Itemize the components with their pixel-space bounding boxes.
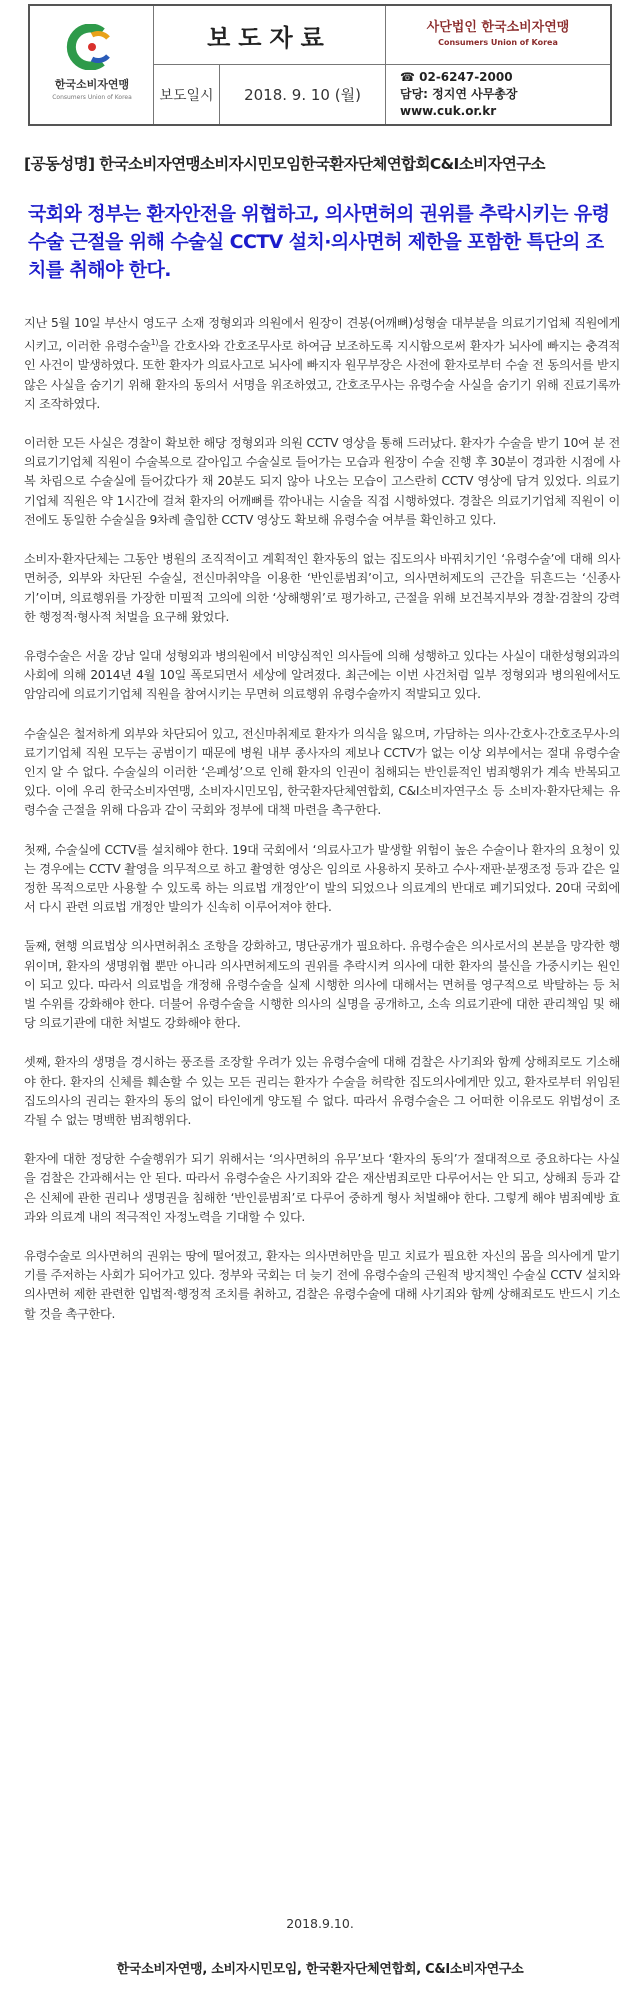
paragraph-text: 첫째, 수술실에 CCTV를 설치해야 한다. 19대 국회에서 ‘의료사고가 발생할 위험이 높은 수술이나 환자의 요청이 있는 경우에는 CCTV 촬영을 의무적으로 하고 촬영한 영상은 임의로 사용하지 못하고 수사·재판·분쟁조정 등과 같은 일정한 목적으로만 사용할 수 있도록 하는 의료법 개정안’이 발의 되었으나 의료계의 반대로 폐기되었다. 20대 국회에서 다시 관련 의료법 개정안 발의가 신속히 이루어져야 한다. bbox=[24, 842, 620, 915]
logo-c-icon bbox=[62, 24, 122, 70]
article-paragraph bbox=[24, 647, 620, 705]
headline: 국회와 정부는 환자안전을 위협하고, 의사면허의 권위를 추락시키는 유령수술 근절을 위해 수술실 CCTV 설치·의사면허 제한을 포함한 특단의 조치를 취해야 한다. bbox=[28, 203, 610, 281]
paragraph-text: 유령수술은 서울 강남 일대 성형외과 병의원에서 비양심적인 의사들에 의해 성행하고 있다는 사실이 대한성형외과의사회에 의해 2014년 4월 10일 폭로되면서 세상에 알려졌다. 최근에는 이번 사건처럼 일부 정형외과 병의원에서도 암암리에 의료기기업체 직원을 참여시키는 무면허 의료행위 유령수술까지 적발되고 있다. bbox=[24, 648, 620, 702]
paragraph-text: 지난 5월 10일 부산시 영도구 소재 정형외과 의원에서 원장이 견봉(어깨뼈)성형술 대부분을 의료기기업체 직원에게 시키고, 이러한 유령수술 bbox=[24, 316, 620, 354]
article-paragraph bbox=[24, 1150, 620, 1227]
article-paragraph bbox=[24, 841, 620, 918]
phone-number: ☎ 02-6247-2000 bbox=[400, 70, 513, 84]
document-title: 보도자료 bbox=[154, 6, 386, 65]
logo-text-en: Consumers Union of Korea bbox=[52, 94, 132, 101]
organization-name-en: Consumers Union of Korea bbox=[438, 38, 558, 47]
contact-person: 담당: 정지연 사무총장 bbox=[400, 87, 518, 101]
article-paragraph bbox=[24, 937, 620, 1033]
paragraph-text: 을 간호사와 간호조무사로 하여금 보조하도록 지시함으로써 환자가 뇌사에 빠지는 충격적인 사건이 발생하였다. 또한 환자가 의료사고로 뇌사에 빠지자 원무부장은 사전에 환자로부터 수술 전 동의서를 받지 않은 사실을 숨기기 위해 환자의 동의서 서명을 위조하였고, 간호조무사는 유령수술 사실을 숨기기 위해 진료기록까지 조작하였다. bbox=[24, 339, 620, 411]
release-date-value: 2018. 9. 10 (월) bbox=[220, 65, 386, 124]
paragraph-text: 환자에 대한 정당한 수술행위가 되기 위해서는 ‘의사면허의 유무’보다 ‘환자의 동의’가 절대적으로 중요하다는 사실을 검찰은 간과해서는 안 된다. 따라서 유령수술은 사기죄와 같은 재산범죄로만 다루어서는 안 되고, 상해죄 등과 같은 신체에 관한 권리나 생명권을 침해한 ‘반인륜범죄’로 다루어 중하게 형사 처벌해야 한다. 그렇게 해야 범죄예방 효과와 의료계 내의 적극적인 자정노력을 기대할 수 있다. bbox=[24, 1152, 620, 1224]
joint-statement-title: [공동성명] 한국소비자연맹소비자시민모임한국환자단체연합회C&I소비자연구소 bbox=[24, 155, 545, 173]
organization-logo bbox=[30, 6, 154, 124]
logo-cell bbox=[30, 6, 154, 124]
organization-name: 사단법인 한국소비자연맹 bbox=[426, 20, 570, 35]
article-paragraph bbox=[24, 1053, 620, 1130]
article-paragraph bbox=[24, 434, 620, 530]
paragraph-text: 셋째, 환자의 생명을 경시하는 풍조를 조장할 우려가 있는 유령수술에 대해 검찰은 사기죄와 함께 상해죄로도 기소해야 한다. 환자의 신체를 훼손할 수 있는 모든 권리는 환자가 수술을 허락한 집도의사에게만 있고, 환자로부터 위임된 집도의사의 권리는 환자의 동의 없이 타인에게 양도될 수 없다. 따라서 유령수술은 그 어떠한 이유로도 위법성이 조각될 수 없는 명백한 범죄행위다. bbox=[24, 1055, 620, 1127]
article-body bbox=[24, 314, 620, 1344]
signatory-organizations: 한국소비자연맹, 소비자시민모임, 한국환자단체연합회, C&I소비자연구소 bbox=[116, 1962, 524, 1977]
footnote-marker: 1) bbox=[150, 338, 159, 348]
paragraph-text: 이러한 모든 사실은 경찰이 확보한 해당 정형외과 의원 CCTV 영상을 통해 드러났다. 환자가 수술을 받기 10여 분 전 의료기기업체 직원이 수술복으로 갈아입고 수술실로 들어가는 모습과 원장이 수술 진행 후 30분이 경과한 시점에 사복 차림으로 수술실에 들어갔다가 채 20분도 되지 않아 나오는 모습이 고스란히 CCTV 영상에 담겨 있었다. 의료기기업체 직원은 약 1시간에 걸쳐 환자의 어깨뼈를 깎아내는 시술을 직접 시행하였다. 경찰은 의료기기업체 직원이 이전에도 동일한 수술실을 9차례 출입한 CCTV 영상도 확보해 유령수술 여부를 확인하고 있다. bbox=[24, 436, 620, 527]
paragraph-text: 둘째, 현행 의료법상 의사면허취소 조항을 강화하고, 명단공개가 필요하다. 유령수술은 의사로서의 본분을 망각한 행위이며, 환자의 생명위협 뿐만 아니라 의사면허제도의 권위를 추락시켜 의사에 대한 환자의 불신을 가중시키는 원인이 되고 있다. 따라서 의료법을 개정해 유령수술을 실제 시행한 의사에 대해서는 면허를 영구적으로 박탈하는 등 처벌 수위를 강화해야 한다. 더불어 유령수술을 시행한 의사의 실명을 공개하고, 소속 의료기관에 대한 관리책임 및 해당 의료기관에 대한 처벌도 강화해야 한다. bbox=[24, 939, 620, 1031]
article-paragraph bbox=[24, 550, 620, 627]
press-release-header bbox=[28, 4, 612, 126]
paragraph-text: 소비자·환자단체는 그동안 병원의 조직적이고 계획적인 환자동의 없는 집도의사 바꿔치기인 ‘유령수술’에 대해 의사면허증, 외부와 차단된 수술실, 전신마취약을 이용한 ‘반인륜범죄’이고, 의사면허제도의 근간을 뒤흔드는 ‘신종사기’이며, 의료행위를 가장한 미필적 고의에 의한 ‘상해행위’로 평가하고, 근절을 위해 보건복지부와 경찰·검찰의 강력한 행정적·형사적 처벌을 요구해 왔었다. bbox=[24, 552, 620, 624]
logo-text: 한국소비자연맹 bbox=[54, 78, 130, 91]
release-date-label: 보도일시 bbox=[154, 65, 220, 124]
article-paragraph bbox=[24, 1247, 620, 1324]
closing-date: 2018.9.10. bbox=[286, 1916, 354, 1931]
article-paragraph bbox=[24, 725, 620, 821]
paragraph-text: 유령수술로 의사면허의 권위는 땅에 떨어졌고, 환자는 의사면허만을 믿고 치료가 필요한 자신의 몸을 의사에게 맡기기를 주저하는 사회가 되어가고 있다. 정부와 국회는 더 늦기 전에 유령수술의 근원적 방지책인 수술실 CCTV 설치와 의사면허 제한 관련한 입법적·행정적 조치를 취하고, 검찰은 유령수술에 대해 사기죄와 함께 상해죄로도 반드시 기소할 것을 촉구한다. bbox=[24, 1248, 620, 1321]
article-paragraph bbox=[24, 314, 620, 414]
organization-cell bbox=[386, 6, 610, 65]
paragraph-text: 수술실은 철저하게 외부와 차단되어 있고, 전신마취제로 환자가 의식을 잃으며, 가담하는 의사·간호사·간호조무사·의료기기업체 직원 모두는 공범이기 때문에 병원 내부 종사자의 제보나 CCTV가 없는 이상 외부에서는 절대 유령수술인지 알 수 없다. 수술실의 이러한 ‘은폐성’으로 인해 환자의 인권이 침해되는 반인륜적인 범죄행위가 계속 반복되고 있다. 이에 우리 한국소비자연맹, 소비자시민모임, 한국환자단체연합회, C&I소비자연구소 등 소비자·환자단체는 유령수술 근절을 위해 다음과 같이 국회와 정부에 대책 마련을 촉구한다. bbox=[24, 726, 620, 818]
contact-cell bbox=[386, 65, 610, 124]
website-link[interactable]: www.cuk.or.kr bbox=[400, 104, 497, 118]
